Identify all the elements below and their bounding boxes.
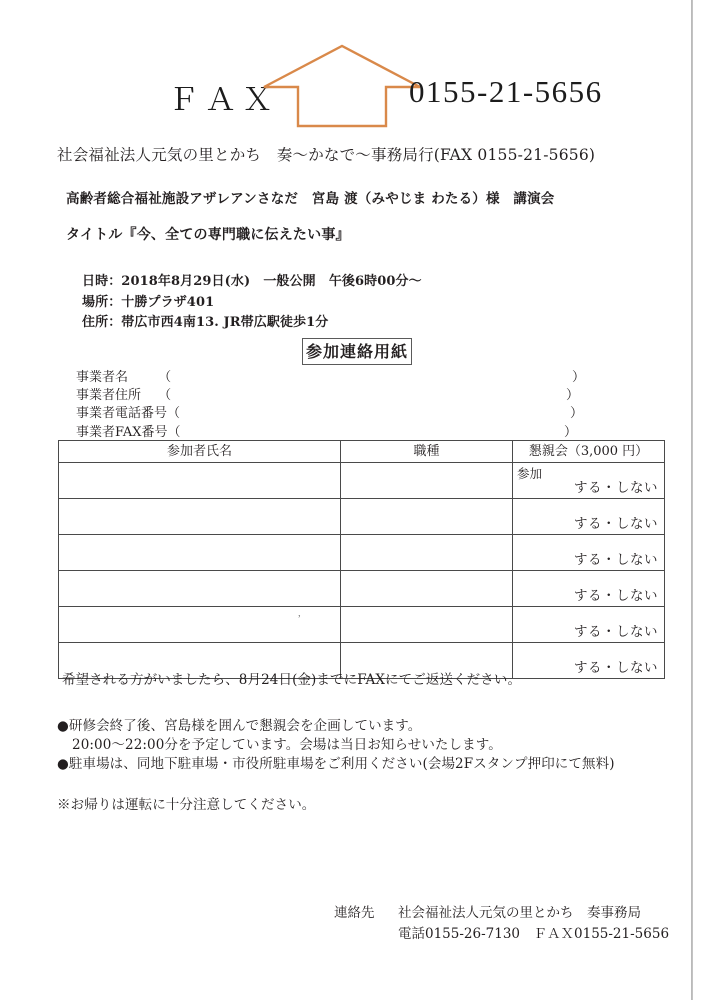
- page-margin: [697, 0, 707, 1000]
- business-name-close-paren: ）: [572, 370, 586, 385]
- party-join-label: 参加: [517, 466, 543, 481]
- scan-artifact-mark: ,: [298, 607, 301, 619]
- participant-name-cell[interactable]: [59, 499, 341, 535]
- note-bullet-1-cont: 20:00～22:00分を予定しています。会場は当日お知らせいたします。: [72, 737, 502, 753]
- participant-job-cell[interactable]: [341, 607, 513, 643]
- party-choice-option[interactable]: する・しない: [574, 552, 658, 568]
- footer-contact-info: 電話0155-26-7130 ＦＡＸ0155-21-5656: [398, 926, 670, 942]
- participant-name-cell[interactable]: [59, 463, 341, 499]
- business-name-open-paren: （: [158, 370, 172, 385]
- participant-job-cell[interactable]: [341, 535, 513, 571]
- party-attendance-cell[interactable]: [513, 535, 665, 571]
- table-row: [59, 499, 665, 535]
- column-header-job: 職種: [341, 441, 513, 463]
- party-choice-option[interactable]: する・しない: [574, 660, 658, 676]
- participant-job-cell[interactable]: [341, 571, 513, 607]
- fax-header-number: 0155-21-5656: [409, 74, 603, 109]
- business-fax-open-paren: （: [167, 425, 181, 440]
- business-fax-label: 事業者FAX番号: [76, 425, 168, 440]
- business-phone-field[interactable]: [76, 402, 180, 421]
- event-place: 場所：十勝プラザ401: [82, 295, 215, 310]
- party-choice-option[interactable]: する・しない: [574, 480, 658, 496]
- participant-name-cell[interactable]: [59, 571, 341, 607]
- event-title: タイトル『今、全ての専門職に伝えたい事』: [66, 227, 350, 243]
- driving-warning-note: ※お帰りは運転に十分注意してください。: [57, 797, 316, 813]
- business-name-label: 事業者名: [76, 370, 129, 385]
- party-attendance-cell[interactable]: [513, 463, 665, 499]
- form-title: 参加連絡用紙: [302, 338, 412, 365]
- table-body: [59, 463, 665, 679]
- business-address-open-paren: （: [158, 388, 172, 403]
- table-row: [59, 535, 665, 571]
- party-attendance-cell[interactable]: [513, 499, 665, 535]
- party-choice-option[interactable]: する・しない: [574, 624, 658, 640]
- party-attendance-cell[interactable]: [513, 571, 665, 607]
- footer-contact-label: 連絡先: [334, 905, 375, 921]
- participant-job-cell[interactable]: [341, 499, 513, 535]
- event-honoree: 高齢者総合福祉施設アザレアンさなだ 宮島 渡（みやじま わたる）様 講演会: [66, 191, 555, 207]
- business-name-field[interactable]: [76, 366, 171, 385]
- party-choice-option[interactable]: する・しない: [574, 588, 658, 604]
- party-attendance-cell[interactable]: [513, 607, 665, 643]
- business-phone-open-paren: （: [167, 406, 181, 421]
- participants-table: [58, 440, 665, 679]
- table-row: [59, 607, 665, 643]
- scan-edge-line: [691, 0, 693, 1000]
- up-arrow-icon: [262, 42, 422, 128]
- party-choice-option[interactable]: する・しない: [574, 516, 658, 532]
- recipient-line: 社会福祉法人元気の里とかち 奏～かなで～事務局行(FAX 0155-21-5656): [57, 146, 596, 164]
- business-phone-close-paren: ）: [570, 406, 584, 421]
- table-header-row: [59, 441, 665, 463]
- fax-header-label: ＦＡＸ: [168, 82, 279, 117]
- table-row: [59, 571, 665, 607]
- business-address-label: 事業者住所: [76, 388, 142, 403]
- participant-name-cell[interactable]: [59, 535, 341, 571]
- participant-job-cell[interactable]: [341, 463, 513, 499]
- event-datetime: 日時：2018年8月29日(水) 一般公開 午後6時00分～: [82, 274, 422, 289]
- return-deadline-note: 希望される方がいましたら、8月24日(金)までにFAXにてご返送ください。: [62, 672, 522, 688]
- column-header-party: 懇親会（3,000 円）: [513, 441, 665, 463]
- business-fax-close-paren: ）: [564, 425, 578, 440]
- party-attendance-cell[interactable]: [513, 643, 665, 679]
- column-header-name: 参加者氏名: [59, 441, 341, 463]
- event-address: 住所：帯広市西4南13. JR帯広駅徒歩1分: [82, 315, 329, 330]
- footer-organization: 社会福祉法人元気の里とかち 奏事務局: [398, 905, 641, 921]
- note-bullet-1: ●研修会終了後、宮島様を囲んで懇親会を企画しています。: [57, 718, 422, 734]
- business-phone-label: 事業者電話番号: [76, 406, 168, 421]
- business-address-close-paren: ）: [566, 388, 580, 403]
- note-bullet-2: ●駐車場は、同地下駐車場・市役所駐車場をご利用ください(会場2Fスタンプ押印にて無料): [57, 756, 615, 772]
- business-address-field[interactable]: [76, 384, 171, 403]
- table-row: [59, 463, 665, 499]
- business-fax-field[interactable]: [76, 421, 181, 440]
